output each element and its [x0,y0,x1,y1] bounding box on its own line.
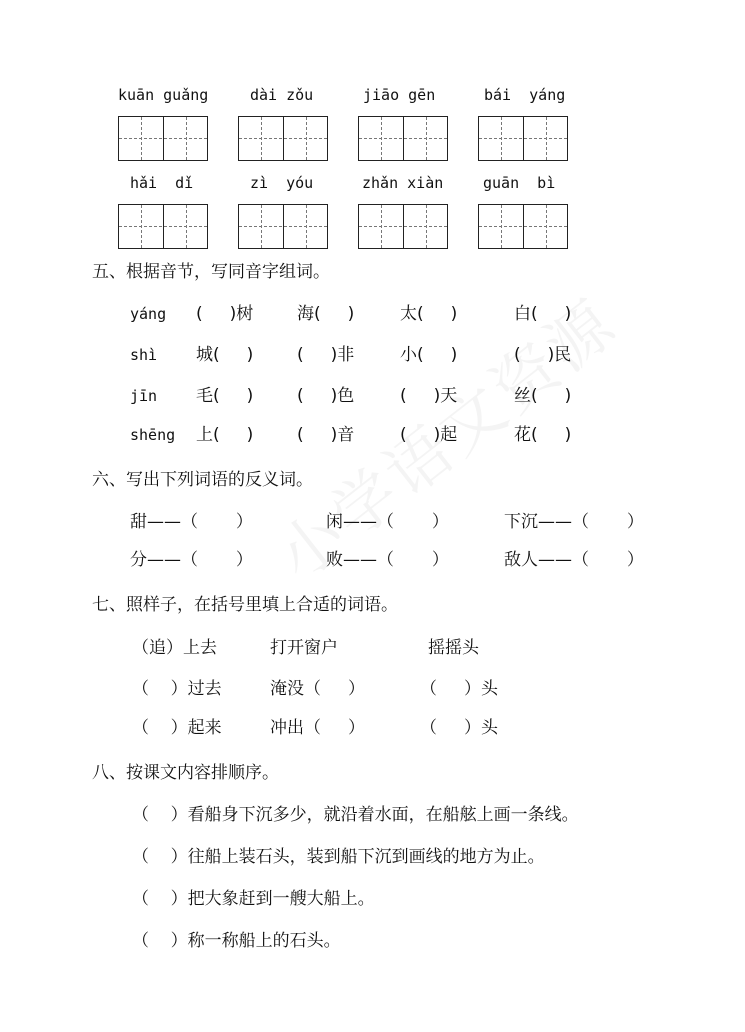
fill-item: 淹没（ ） [270,679,366,699]
fill-item: 上( ) [196,425,254,445]
fill-item: ( )非 [297,345,355,365]
pinyin-label: guān bì [483,174,556,192]
fill-item: 冲出（ ） [270,718,366,738]
fill-item: （ ）头 [420,679,499,699]
fill-item: 小( ) [400,345,458,365]
example-item: 摇摇头 [428,638,479,658]
fill-item: （ ）过去 [132,679,222,699]
fill-item: 城( ) [196,345,254,365]
fill-item: ( )音 [297,425,355,445]
example-item: （追）上去 [132,638,217,658]
fill-item: ( )树 [196,304,254,324]
row-pinyin: yáng [130,305,167,323]
fill-item: 白( ) [514,304,572,324]
writing-grid[interactable] [238,116,328,161]
antonym-item: 分——（ ） [130,550,253,570]
fill-item: ( )天 [400,386,458,406]
writing-grid[interactable] [358,204,448,249]
writing-grid[interactable] [118,204,208,249]
row-pinyin: jīn [130,387,158,405]
order-item: （ ）把大象赶到一艘大船上。 [132,889,375,909]
fill-item: ( )色 [297,386,355,406]
fill-item: 毛( ) [196,386,254,406]
pinyin-label: kuān guǎng [118,86,209,104]
pinyin-label: hǎi dǐ [130,174,194,192]
fill-item: 花( ) [514,425,572,445]
row-pinyin: shì [130,346,158,364]
writing-grid[interactable] [118,116,208,161]
fill-item: ( )民 [514,345,572,365]
order-item: （ ）往船上装石头，装到船下沉到画线的地方为止。 [132,847,545,867]
section-title: 八、按课文内容排顺序。 [92,763,279,783]
order-item: （ ）称一称船上的石头。 [132,931,341,951]
row-pinyin: shēng [130,426,176,444]
pinyin-label: jiāo gēn [363,86,436,104]
antonym-item: 败——（ ） [326,550,449,570]
fill-item: 太( ) [400,304,458,324]
fill-item: （ ）起来 [132,718,222,738]
pinyin-label: zì yóu [250,174,314,192]
writing-grid[interactable] [358,116,448,161]
fill-item: （ ）头 [420,718,499,738]
section-title: 七、照样子，在括号里填上合适的词语。 [92,595,398,615]
antonym-item: 敌人——（ ） [504,550,644,570]
antonym-item: 甜——（ ） [130,512,253,532]
writing-grid[interactable] [238,204,328,249]
fill-item: 海( ) [297,304,355,324]
pinyin-label: zhǎn xiàn [362,174,444,192]
section-title: 五、根据音节，写同音字组词。 [92,262,330,282]
pinyin-label: bái yáng [484,86,566,104]
writing-grid[interactable] [478,116,568,161]
writing-grid[interactable] [478,204,568,249]
fill-item: 丝( ) [514,386,572,406]
section-title: 六、写出下列词语的反义词。 [92,470,313,490]
example-item: 打开窗户 [270,638,338,658]
antonym-item: 下沉——（ ） [504,512,644,532]
order-item: （ ）看船身下沉多少，就沿着水面，在船舷上画一条线。 [132,805,579,825]
fill-item: ( )起 [400,425,458,445]
antonym-item: 闲——（ ） [326,512,449,532]
pinyin-label: dài zǒu [250,86,314,104]
